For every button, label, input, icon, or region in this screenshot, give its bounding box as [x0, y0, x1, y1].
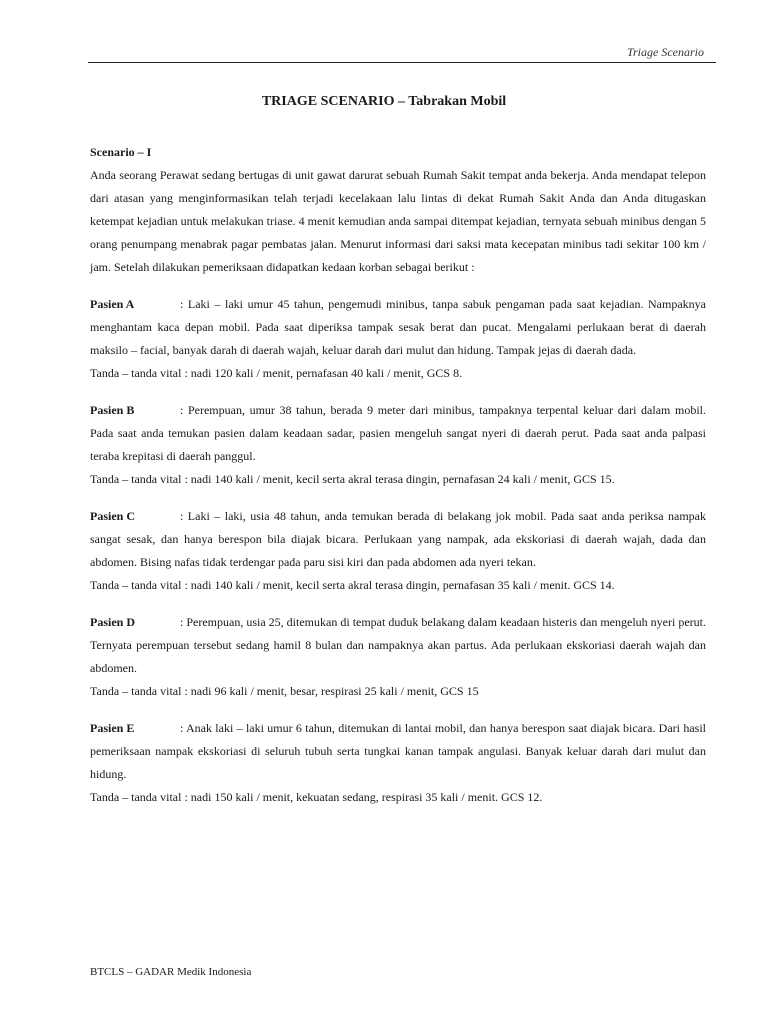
patient-description: [90, 611, 706, 680]
patient-block: [90, 505, 706, 597]
patient-description: [90, 293, 706, 362]
patient-description: [90, 717, 706, 786]
patient-vitals: Tanda – tanda vital : nadi 120 kali / menit, pernafasan 40 kali / menit, GCS 8.: [90, 366, 463, 380]
patient-description: [90, 399, 706, 468]
patient-block: [90, 399, 706, 491]
patient-vitals: Tanda – tanda vital : nadi 150 kali / menit, kekuatan sedang, respirasi 35 kali / menit. GCS 12.: [90, 790, 543, 804]
patient-block: [90, 293, 706, 385]
scenario-heading: Scenario – I: [90, 145, 152, 159]
scenario-intro: Anda seorang Perawat sedang bertugas di unit gawat darurat sebuah Rumah Sakit tempat anda bekerja. Anda mendapat telepon dari atasan yang menginformasikan telah terjadi kecelakaan lalu lintas di dekat Rumah Sakit Anda dan Anda ditugaskan ketempat kejadian untuk melakukan triase. 4 menit kemudian anda sampai ditempat kejadian, ternyata sebuah minibus dengan 5 orang penumpang menabrak pagar pembatas jalan. Menurut informasi dari saksi mata kecepatan minibus tadi sekitar 100 km / jam. Setelah dilakukan pemeriksaan didapatkan kedaan korban sebagai berikut :: [90, 168, 706, 274]
patient-vitals: Tanda – tanda vital : nadi 140 kali / menit, kecil serta akral terasa dingin, pernafasan 24 kali / menit, GCS 15.: [90, 472, 615, 486]
patient-desc-text: : Anak laki – laki umur 6 tahun, ditemukan di lantai mobil, dan hanya berespon saat diajak bicara. Dari hasil pemeriksaan nampak ekskoriasi di seluruh tubuh serta tungkai kanan tampak angulasi. Banyak keluar darah dari mulut dan hidung.: [90, 721, 706, 781]
patient-block: [90, 717, 706, 809]
patient-name: Pasien D: [90, 615, 135, 629]
patient-name: Pasien C: [90, 509, 135, 523]
patient-name: Pasien B: [90, 403, 135, 417]
page-footer: BTCLS – GADAR Medik Indonesia: [90, 966, 252, 978]
patient-name: Pasien E: [90, 721, 135, 735]
patient-desc-text: : Laki – laki umur 45 tahun, pengemudi minibus, tanpa sabuk pengaman pada saat kejadian. Nampaknya menghantam kaca depan mobil. Pada saat diperiksa tampak sesak berat dan pucat. Mengalami perlukaan berat di daerah maksilo – facial, banyak darah di daerah wajah, keluar darah dari mulut dan hidung. Tampak jejas di daerah dada.: [90, 297, 706, 357]
patient-desc-text: : Laki – laki, usia 48 tahun, anda temukan berada di belakang jok mobil. Pada saat anda periksa nampak sangat sesak, dan hanya berespon bila diajak bicara. Perlukaan yang nampak, ada ekskoriasi di daerah wajah, dada dan abdomen. Bising nafas tidak terdengar pada paru sisi kiri dan pada abdomen ada nyeri tekan.: [90, 509, 706, 569]
patient-block: [90, 611, 706, 703]
patient-desc-text: : Perempuan, usia 25, ditemukan di tempat duduk belakang dalam keadaan histeris dan mengeluh nyeri perut. Ternyata perempuan tersebut sedang hamil 8 bulan dan nampaknya akan partus. Ada perlukaan ekskoriasi daerah wajah dan abdomen.: [90, 615, 706, 675]
running-header: Triage Scenario: [627, 45, 704, 59]
patient-vitals: Tanda – tanda vital : nadi 140 kali / menit, kecil serta akral terasa dingin, pernafasan 35 kali / menit. GCS 14.: [90, 578, 615, 592]
patient-desc-text: : Perempuan, umur 38 tahun, berada 9 meter dari minibus, tampaknya terpental keluar dari dalam mobil. Pada saat anda temukan pasien dalam keadaan sadar, pasien mengeluh sangat nyeri di daerah perut. Pada saat anda palpasi teraba krepitasi di daerah panggul.: [90, 403, 706, 463]
document-body: [90, 141, 706, 809]
document-title: TRIAGE SCENARIO – Tabrakan Mobil: [261, 94, 507, 109]
header-divider: [88, 62, 716, 63]
patient-vitals: Tanda – tanda vital : nadi 96 kali / menit, besar, respirasi 25 kali / menit, GCS 15: [90, 684, 479, 698]
patient-description: [90, 505, 706, 574]
patient-name: Pasien A: [90, 297, 135, 311]
